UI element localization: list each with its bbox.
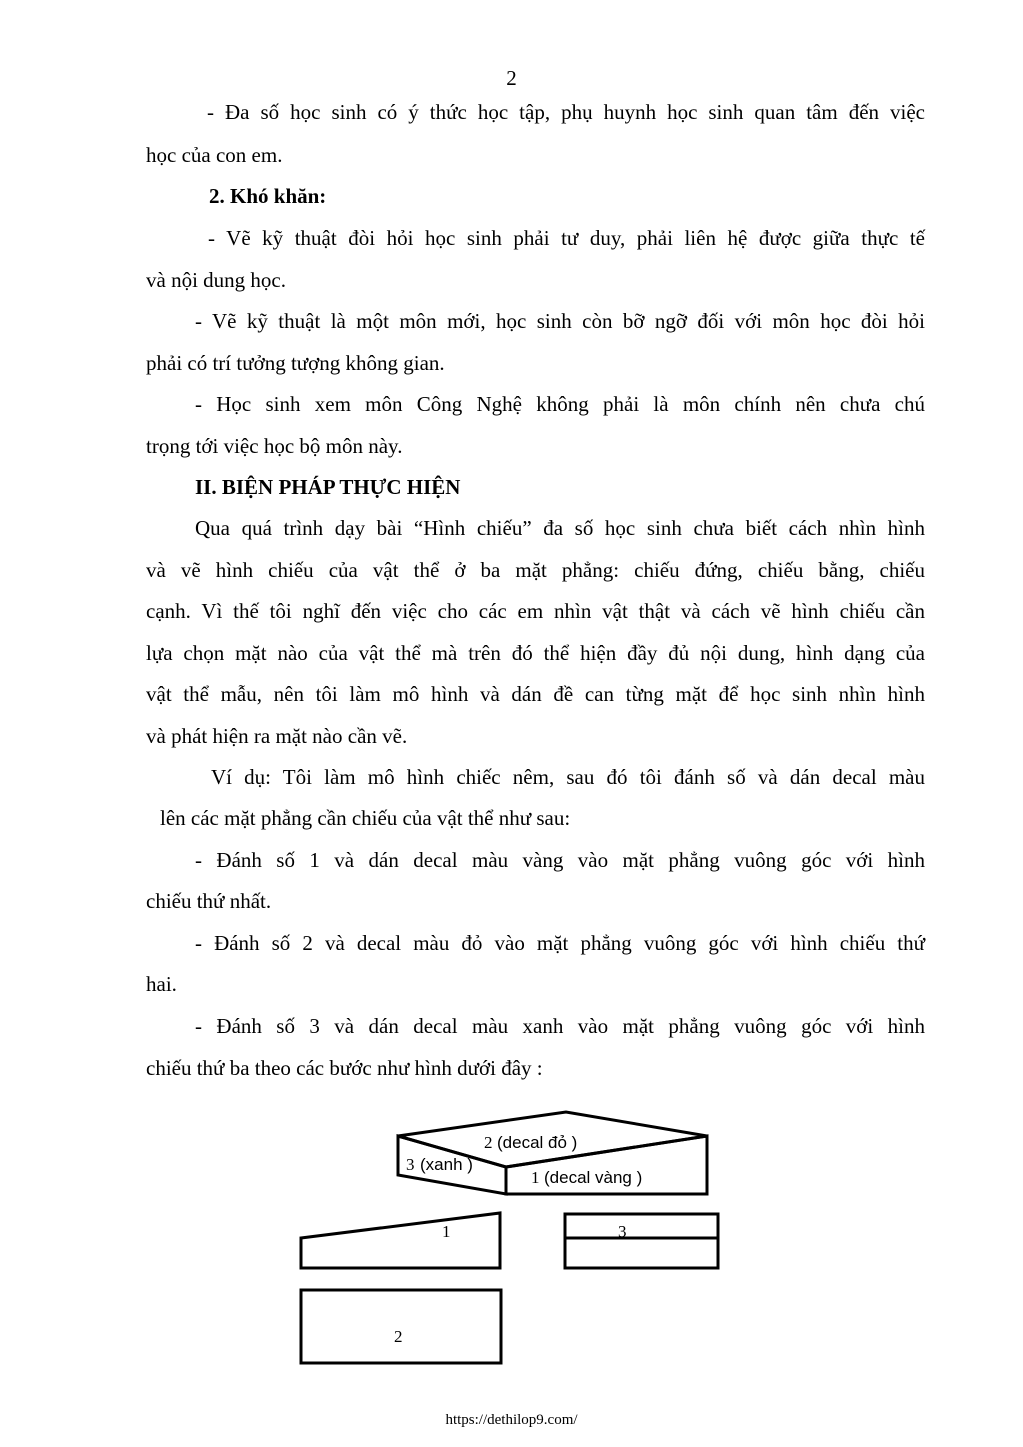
label-right-decal: (decal vàng ) bbox=[544, 1168, 643, 1187]
paragraph-line: Qua quá trình dạy bài “Hình chiếu” đa số học sinh chưa biết cách nhìn hình bbox=[195, 516, 925, 540]
paragraph-line: và nội dung học. bbox=[146, 268, 286, 292]
paragraph-line: vật thể mẫu, nên tôi làm mô hình và dán đề can từng mặt để học sinh nhìn hình bbox=[146, 682, 925, 706]
paragraph-line: Ví dụ: Tôi làm mô hình chiếc nêm, sau đó tôi đánh số và dán decal màu bbox=[211, 765, 925, 789]
page-number: 2 bbox=[506, 66, 517, 90]
view-2-label: 2 bbox=[394, 1327, 403, 1346]
paragraph-line: lên các mặt phẳng cần chiếu của vật thể như sau: bbox=[160, 806, 571, 830]
paragraph-line: - Vẽ kỹ thuật là một môn mới, học sinh còn bỡ ngỡ đối với môn học đòi hỏi bbox=[195, 309, 925, 333]
paragraph-line: - Học sinh xem môn Công Nghệ không phải là môn chính nên chưa chú bbox=[195, 392, 925, 416]
paragraph-line: trọng tới việc học bộ môn này. bbox=[146, 434, 403, 458]
label-right-number: 1 bbox=[531, 1168, 540, 1187]
paragraph-line: - Đánh số 2 và decal màu đỏ vào mặt phẳng vuông góc với hình chiếu thứ bbox=[195, 931, 925, 955]
label-left-number: 3 bbox=[406, 1155, 415, 1174]
paragraph-line: - Vẽ kỹ thuật đòi hỏi học sinh phải tư duy, phải liên hệ được giữa thực tế bbox=[208, 226, 925, 250]
view-1-outline bbox=[301, 1213, 500, 1268]
paragraph-line: cạnh. Vì thế tôi nghĩ đến việc cho các em nhìn vật thật và cách vẽ hình chiếu cần bbox=[146, 599, 925, 623]
paragraph-line: và vẽ hình chiếu của vật thể ở ba mặt phẳng: chiếu đứng, chiếu bằng, chiếu bbox=[146, 558, 925, 582]
section-heading: II. BIỆN PHÁP THỰC HIỆN bbox=[195, 475, 461, 499]
paragraph-line: lựa chọn mặt nào của vật thể mà trên đó thể hiện đầy đủ nội dung, hình dạng của bbox=[146, 641, 925, 665]
paragraph-line: và phát hiện ra mặt nào cần vẽ. bbox=[146, 724, 408, 748]
subheading-kho-khan: 2. Khó khăn: bbox=[209, 184, 327, 208]
label-top-decal: (decal đỏ ) bbox=[497, 1133, 578, 1152]
paragraph-line: học của con em. bbox=[146, 143, 283, 167]
paragraph-line: chiếu thứ nhất. bbox=[146, 889, 272, 913]
view-1-label: 1 bbox=[442, 1222, 451, 1241]
paragraph-line: chiếu thứ ba theo các bước như hình dưới đây : bbox=[146, 1056, 543, 1080]
footer-url: https://dethilop9.com/ bbox=[445, 1412, 578, 1428]
paragraph-line: - Đánh số 3 và dán decal màu xanh vào mặt phẳng vuông góc với hình bbox=[195, 1014, 925, 1038]
view-3-label: 3 bbox=[618, 1222, 627, 1241]
label-left-decal: (xanh ) bbox=[420, 1155, 473, 1174]
paragraph-line: - Đánh số 1 và dán decal màu vàng vào mặt phẳng vuông góc với hình bbox=[195, 848, 925, 872]
paragraph-line: phải có trí tưởng tượng không gian. bbox=[146, 351, 445, 375]
paragraph-line: - Đa số học sinh có ý thức học tập, phụ huynh học sinh quan tâm đến việc bbox=[207, 100, 925, 124]
paragraph-line: hai. bbox=[146, 972, 177, 996]
label-top-number: 2 bbox=[484, 1133, 493, 1152]
view-3-outline bbox=[565, 1214, 718, 1268]
